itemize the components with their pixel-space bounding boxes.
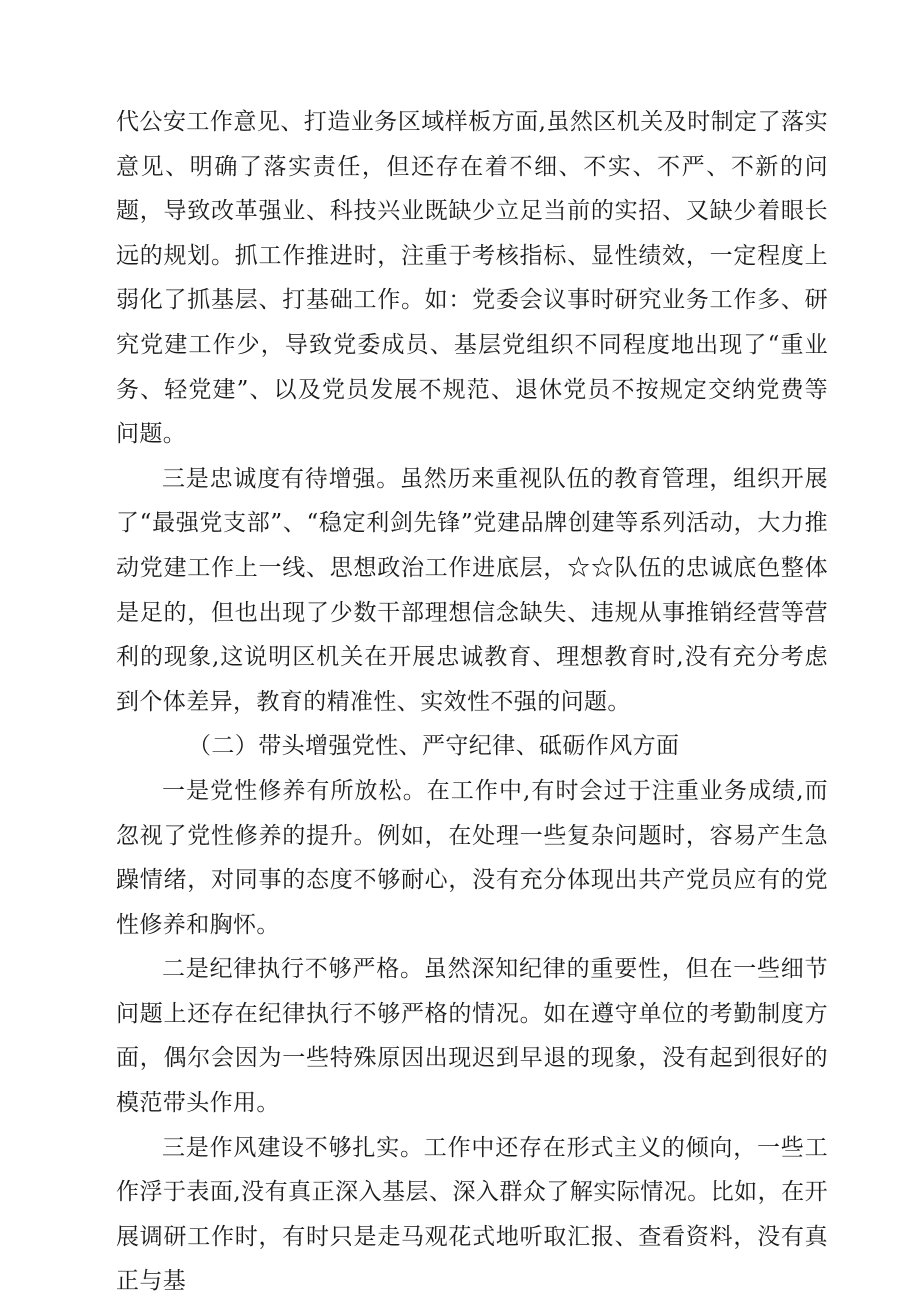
paragraph-discipline: 二是纪律执行不够严格。虽然深知纪律的重要性，但在一些细节问题上还存在纪律执行不够严格的情况。如在遵守单位的考勤制度方面，偶尔会因为一些特殊原因出现迟到早退的现象，没有起到很好的模范带头作用。 — [116, 956, 828, 1117]
section-heading: （二）带头增强党性、严守纪律、砥砺作风方面 — [188, 733, 680, 760]
document-body — [116, 100, 828, 1304]
paragraph-continuation: 代公安工作意见、打造业务区域样板方面,虽然区机关及时制定了落实意见、明确了落实责任，但还存在着不细、不实、不严、不新的问题，导致改革强业、科技兴业既缺少立足当前的实招、又缺少着眼长远的规划。抓工作推进时，注重于考核指标、显性绩效，一定程度上弱化了抓基层、打基础工作。如：党委会议事时研究业务工作多、研究党建工作少，导致党委成员、基层党组织不同程度地出现了“重业务、轻党建”、以及党员发展不规范、退休党员不按规定交纳党费等问题。 — [116, 109, 828, 448]
paragraph-party-spirit: 一是党性修养有所放松。在工作中,有时会过于注重业务成绩,而忽视了党性修养的提升。例如，在处理一些复杂问题时，容易产生急躁情绪，对同事的态度不够耐心，没有充分体现出共产党员应有的党性修养和胸怀。 — [116, 777, 828, 938]
paragraph-work-style: 三是作风建设不够扎实。工作中还存在形式主义的倾向，一些工作浮于表面,没有真正深入基层、深入群众了解实际情况。比如，在开展调研工作时，有时只是走马观花式地听取汇报、查看资料，没有真正与基 — [116, 1134, 828, 1295]
paragraph-loyalty: 三是忠诚度有待增强。虽然历来重视队伍的教育管理，组织开展了“最强党支部”、“稳定利剑先锋”党建品牌创建等系列活动，大力推动党建工作上一线、思想政治工作进底层，☆☆队伍的忠诚底色整体是足的，但也出现了少数干部理想信念缺失、违规从事推销经营等营利的现象,这说明区机关在开展忠诚教育、理想教育时,没有充分考虑到个体差异，教育的精准性、实效性不强的问题。 — [116, 465, 828, 715]
